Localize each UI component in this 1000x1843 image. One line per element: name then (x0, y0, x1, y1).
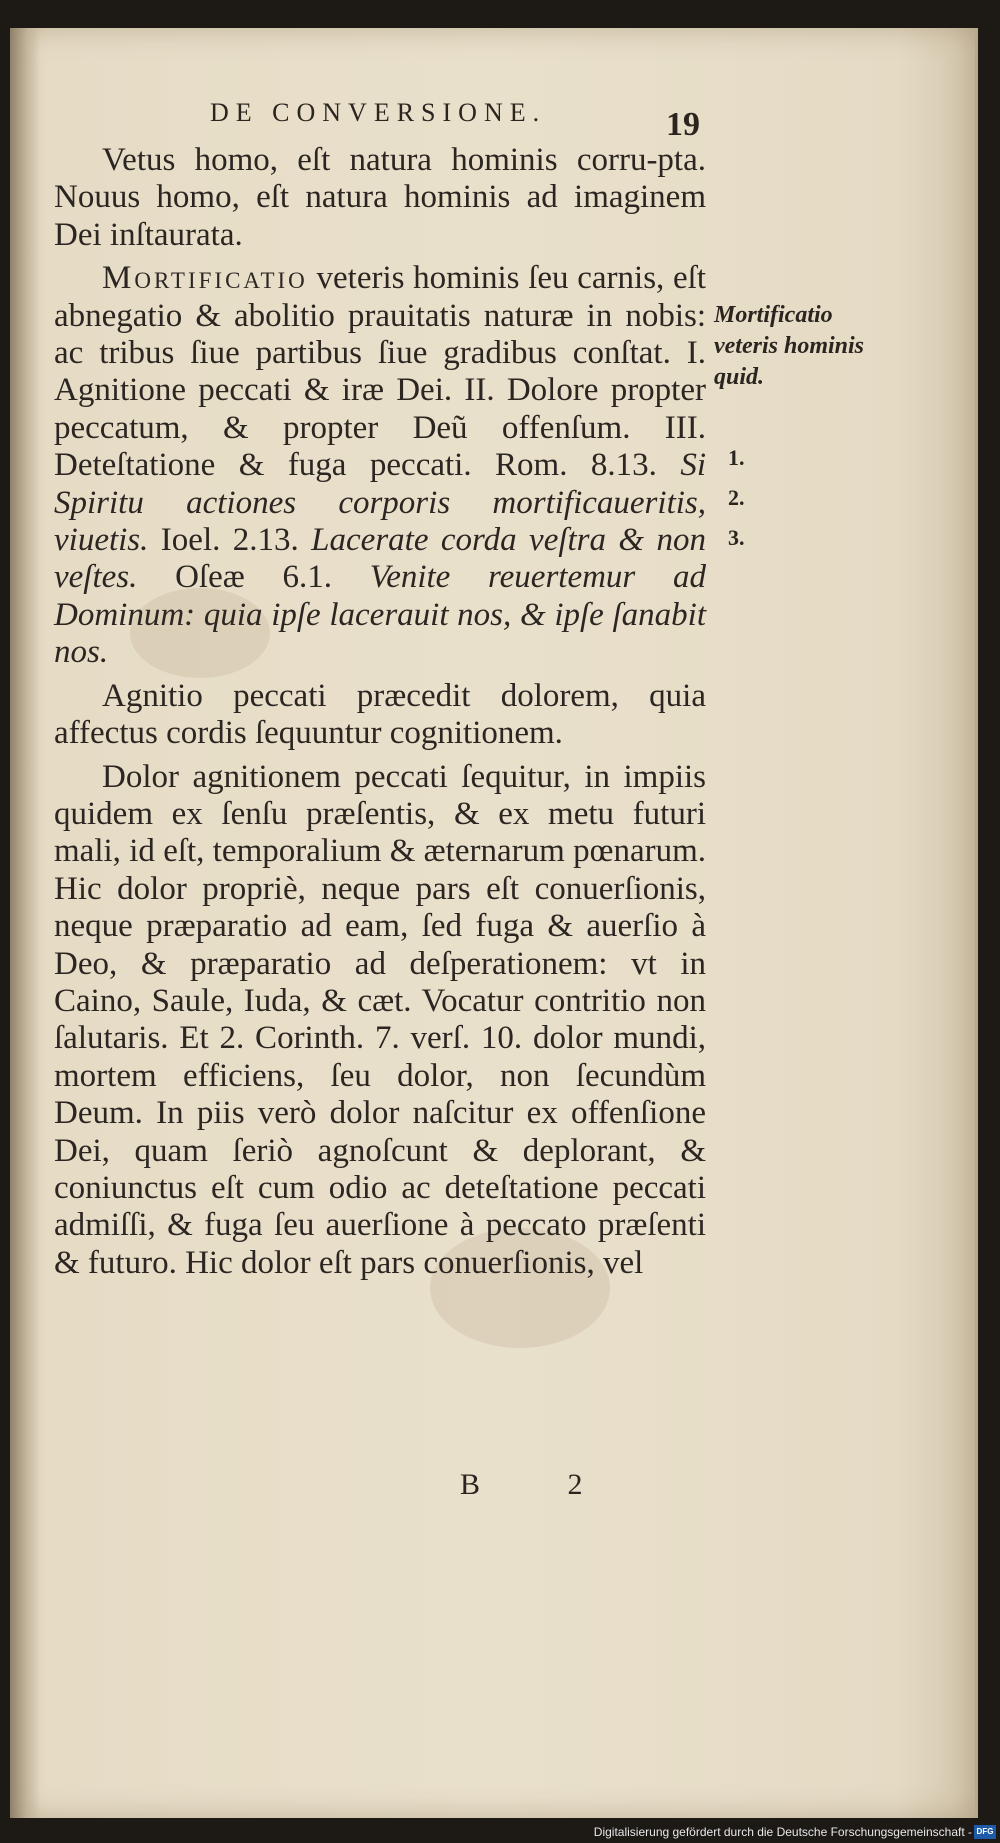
paragraph-mortificatio (54, 260, 706, 671)
paragraph-agnitio (54, 678, 706, 753)
main-text-block (54, 142, 706, 1288)
text-segment: Agnitio peccati præcedit dolorem, quia affectus cordis ſequuntur cognitionem. (54, 677, 706, 752)
paragraph-vetus-homo (54, 142, 706, 254)
text-segment: Oſeæ 6.1. (137, 559, 370, 596)
digitization-footer (0, 1818, 1000, 1843)
margin-number: 3. (728, 525, 745, 550)
footer-credit: Digitalisierung gefördert durch die Deutsche Forschungsgemeinschaft - (593, 1825, 972, 1839)
text-segment: Dolor agnitionem peccati ſequitur, in impiis quidem ex ſenſu præſentis, & ex metu futuri mali, id eſt, temporalium & æternarum pœnarum. Hic dolor propriè, neque pars eſt conuerſionis, neque præparatio ad eam, ſed fuga & auerſio à Deo, & præparatio ad deſperationem: vt in Caino, Saule, Iuda, & cæt. Vocatur contritio non ſalutaris. Et 2. Corinth. 7. verſ. 10. dolor mundi, mortem efficiens, ſeu dolor, non ſecundùm Deum. In piis verò dolor naſcitur ex offenſione Dei, quam ſeriò agnoſcunt & deplorant, & coniunctus eſt cum odio ac deteſtatione peccati admiſſi, & fuga ſeu auerſione à peccato præſenti & futuro. Hic dolor eſt pars conuerſionis, vel (54, 758, 706, 1281)
text-segment: veteris hominis ſeu carnis, eſt abnegatio & abolitio prauitatis naturæ in nobis: ac tribus ſiue partibus ſiue gradibus conſtat. I. Agnitione peccati & iræ Dei. II. Dolore propter peccatum, & propter Deũ offenſum. III. Deteſtatione & fuga peccati. Rom. 8.13. (54, 260, 706, 484)
scripture-quote: Si Spiritu actiones corporis mortificaueritis, viuetis. (54, 447, 706, 559)
text-segment: Ioel. 2.13. (148, 522, 312, 559)
scripture-quote: Lacerate corda veſtra & non veſtes. (54, 522, 706, 596)
margin-number: 2. (728, 485, 745, 510)
binding-gutter (10, 28, 40, 1818)
paragraph-dolor (54, 759, 706, 1283)
text-segment: Vetus homo, eſt natura hominis corru-pta. Nouus homo, eſt natura hominis ad imaginem Dei inſtaurata. (54, 142, 706, 253)
dfg-logo-icon: DFG (974, 1825, 996, 1839)
page-number: 19 (666, 106, 700, 143)
running-head: DE CONVERSIONE. (210, 98, 547, 127)
signature-mark: B 2 (460, 1468, 623, 1501)
margin-number: 1. (728, 445, 745, 470)
margin-note: Mortificatio veteris hominis quid. (714, 302, 865, 390)
text-segment: Mortificatio (102, 260, 308, 297)
scripture-quote: Venite reuertemur ad Dominum: quia ipſe lacerauit nos, & ipſe ſanabit nos. (54, 559, 706, 671)
